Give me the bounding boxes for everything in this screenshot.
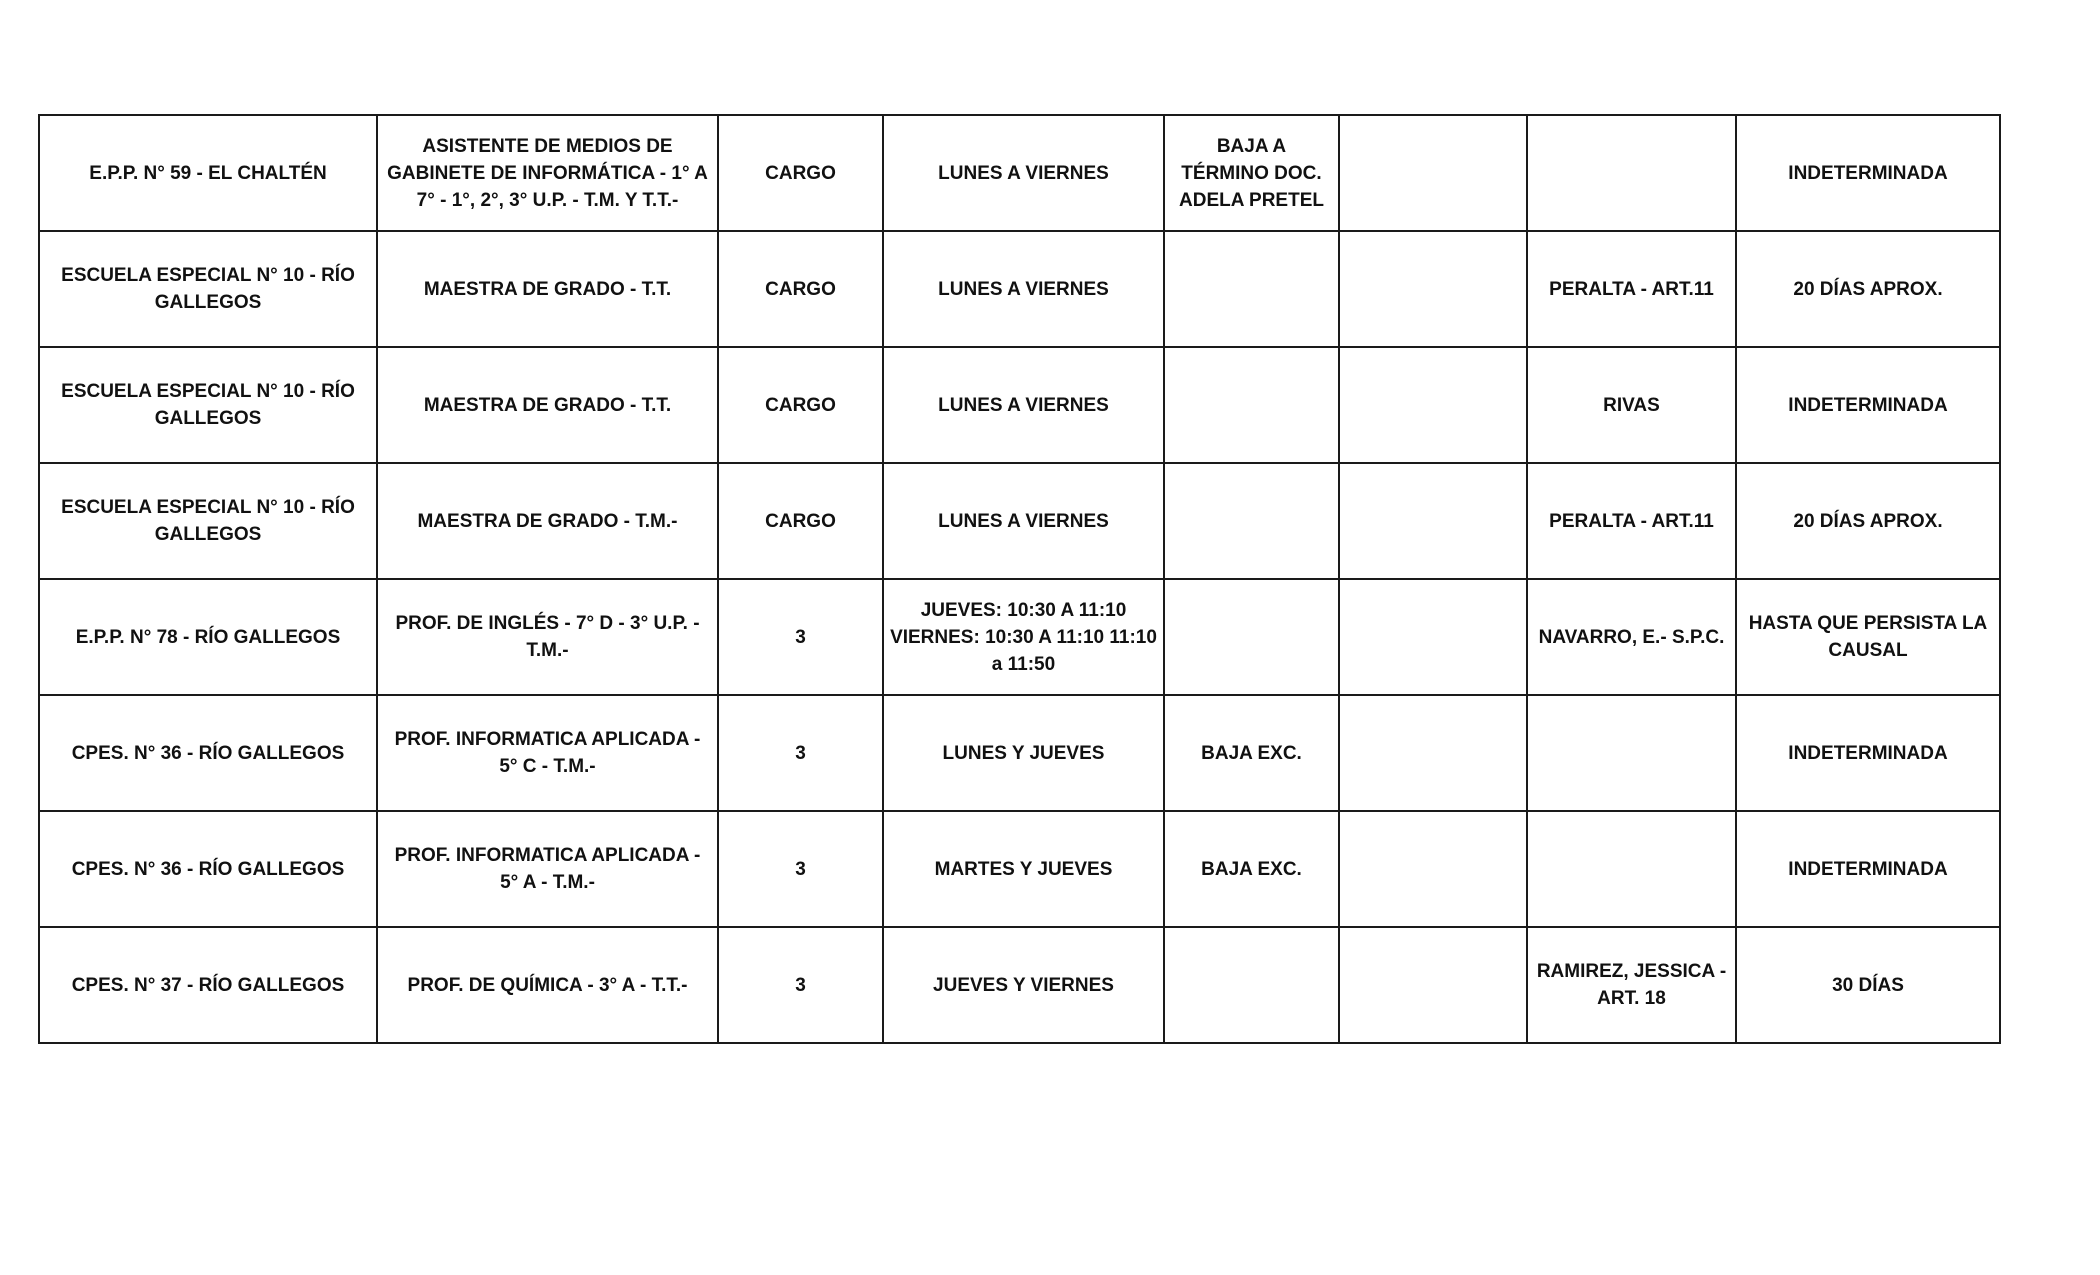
extra-cell xyxy=(1339,579,1527,695)
schedule-cell-text: JUEVES: 10:30 A 11:10 VIERNES: 10:30 A 11:10 11:10 a 11:50 xyxy=(890,599,1157,675)
hours-cell xyxy=(718,811,883,927)
schedule-cell-text: LUNES A VIERNES xyxy=(938,394,1109,416)
hours-cell-text: 3 xyxy=(795,858,806,880)
schedule-cell-text: LUNES A VIERNES xyxy=(938,162,1109,184)
position-cell xyxy=(377,463,718,579)
school-cell xyxy=(39,463,377,579)
extra-cell xyxy=(1339,347,1527,463)
table-row xyxy=(39,115,2000,231)
table-row xyxy=(39,347,2000,463)
hours-cell-text: 3 xyxy=(795,742,806,764)
school-cell xyxy=(39,231,377,347)
position-cell-text: PROF. DE QUÍMICA - 3° A - T.T.- xyxy=(407,974,688,996)
duration-cell xyxy=(1736,927,2000,1043)
replaces-cell xyxy=(1527,811,1736,927)
school-cell-text: ESCUELA ESPECIAL N° 10 - RÍO GALLEGOS xyxy=(61,497,355,545)
reason-cell xyxy=(1164,811,1339,927)
table-row xyxy=(39,463,2000,579)
school-cell-text: ESCUELA ESPECIAL N° 10 - RÍO GALLEGOS xyxy=(61,381,355,429)
reason-cell xyxy=(1164,695,1339,811)
extra-cell xyxy=(1339,231,1527,347)
extra-cell xyxy=(1339,927,1527,1043)
reason-cell-text: BAJA EXC. xyxy=(1201,742,1302,764)
duration-cell xyxy=(1736,811,2000,927)
position-cell xyxy=(377,811,718,927)
schedule-cell xyxy=(883,927,1164,1043)
school-cell xyxy=(39,695,377,811)
hours-cell xyxy=(718,695,883,811)
school-cell xyxy=(39,811,377,927)
school-cell-text: ESCUELA ESPECIAL N° 10 - RÍO GALLEGOS xyxy=(61,265,355,313)
hours-cell xyxy=(718,347,883,463)
position-cell-text: MAESTRA DE GRADO - T.M.- xyxy=(417,510,678,532)
duration-cell xyxy=(1736,695,2000,811)
duration-cell-text: 20 DÍAS APROX. xyxy=(1793,510,1943,532)
school-cell xyxy=(39,347,377,463)
schedule-cell-text: LUNES A VIERNES xyxy=(938,510,1109,532)
schedule-cell xyxy=(883,695,1164,811)
school-cell-text: CPES. N° 36 - RÍO GALLEGOS xyxy=(71,742,345,764)
duration-cell xyxy=(1736,463,2000,579)
schedule-cell xyxy=(883,579,1164,695)
position-cell-text: ASISTENTE DE MEDIOS DE GABINETE DE INFORMÁTICA - 1° A 7° - 1°, 2°, 3° U.P. - T.M. Y T.T.- xyxy=(387,135,708,211)
schedule-cell xyxy=(883,811,1164,927)
replaces-cell xyxy=(1527,115,1736,231)
duration-cell xyxy=(1736,115,2000,231)
table-body xyxy=(39,115,2000,1043)
hours-cell xyxy=(718,927,883,1043)
replaces-cell-text: RIVAS xyxy=(1603,394,1660,416)
schedule-cell xyxy=(883,115,1164,231)
table-row xyxy=(39,231,2000,347)
reason-cell-text: BAJA EXC. xyxy=(1201,858,1302,880)
duration-cell-text: INDETERMINADA xyxy=(1788,162,1948,184)
schedule-cell xyxy=(883,463,1164,579)
hours-cell xyxy=(718,115,883,231)
duration-cell-text: 20 DÍAS APROX. xyxy=(1793,278,1943,300)
replaces-cell-text: NAVARRO, E.- S.P.C. xyxy=(1538,626,1725,648)
replaces-cell-text: PERALTA - ART.11 xyxy=(1549,510,1714,532)
extra-cell xyxy=(1339,115,1527,231)
schedule-cell xyxy=(883,347,1164,463)
replaces-cell-text: PERALTA - ART.11 xyxy=(1549,278,1714,300)
extra-cell xyxy=(1339,811,1527,927)
replaces-cell xyxy=(1527,231,1736,347)
school-cell-text: E.P.P. N° 78 - RÍO GALLEGOS xyxy=(75,626,341,648)
hours-cell xyxy=(718,463,883,579)
position-cell-text: MAESTRA DE GRADO - T.T. xyxy=(423,278,672,300)
hours-cell xyxy=(718,579,883,695)
duration-cell-text: INDETERMINADA xyxy=(1788,858,1948,880)
school-cell-text: CPES. N° 36 - RÍO GALLEGOS xyxy=(71,858,345,880)
position-cell-text: PROF. DE INGLÉS - 7° D - 3° U.P. - T.M.- xyxy=(395,613,700,661)
table-row xyxy=(39,579,2000,695)
reason-cell xyxy=(1164,115,1339,231)
duration-cell xyxy=(1736,231,2000,347)
reason-cell-text: BAJA A TÉRMINO DOC. ADELA PRETEL xyxy=(1179,135,1324,211)
position-cell xyxy=(377,695,718,811)
table-row xyxy=(39,811,2000,927)
school-cell-text: E.P.P. N° 59 - EL CHALTÉN xyxy=(89,162,327,184)
duration-cell xyxy=(1736,579,2000,695)
replaces-cell-text: RAMIREZ, JESSICA - ART. 18 xyxy=(1536,961,1727,1009)
hours-cell-text: CARGO xyxy=(765,510,836,532)
school-cell xyxy=(39,115,377,231)
extra-cell xyxy=(1339,695,1527,811)
replaces-cell xyxy=(1527,695,1736,811)
reason-cell xyxy=(1164,231,1339,347)
replaces-cell xyxy=(1527,463,1736,579)
reason-cell xyxy=(1164,579,1339,695)
schedule-cell-text: JUEVES Y VIERNES xyxy=(933,974,1114,996)
replaces-cell xyxy=(1527,579,1736,695)
position-cell-text: PROF. INFORMATICA APLICADA - 5° A - T.M.- xyxy=(394,845,701,893)
reason-cell xyxy=(1164,347,1339,463)
duration-cell xyxy=(1736,347,2000,463)
hours-cell-text: CARGO xyxy=(765,394,836,416)
table-row xyxy=(39,695,2000,811)
hours-cell-text: CARGO xyxy=(765,278,836,300)
duration-cell-text: HASTA QUE PERSISTA LA CAUSAL xyxy=(1748,613,1988,661)
position-cell-text: MAESTRA DE GRADO - T.T. xyxy=(423,394,672,416)
extra-cell xyxy=(1339,463,1527,579)
reason-cell xyxy=(1164,927,1339,1043)
hours-cell xyxy=(718,231,883,347)
replaces-cell xyxy=(1527,347,1736,463)
school-cell xyxy=(39,579,377,695)
table-row xyxy=(39,927,2000,1043)
hours-cell-text: 3 xyxy=(795,974,806,996)
reason-cell xyxy=(1164,463,1339,579)
schedule-cell-text: LUNES A VIERNES xyxy=(938,278,1109,300)
schedule-cell-text: MARTES Y JUEVES xyxy=(934,858,1113,880)
school-cell-text: CPES. N° 37 - RÍO GALLEGOS xyxy=(71,974,345,996)
position-cell xyxy=(377,347,718,463)
duration-cell-text: 30 DÍAS xyxy=(1832,974,1904,996)
position-cell xyxy=(377,579,718,695)
position-cell xyxy=(377,115,718,231)
schedule-cell-text: LUNES Y JUEVES xyxy=(942,742,1105,764)
hours-cell-text: 3 xyxy=(795,626,806,648)
school-cell xyxy=(39,927,377,1043)
position-cell-text: PROF. INFORMATICA APLICADA - 5° C - T.M.- xyxy=(394,729,701,777)
position-cell xyxy=(377,231,718,347)
replaces-cell xyxy=(1527,927,1736,1043)
hours-cell-text: CARGO xyxy=(765,162,836,184)
duration-cell-text: INDETERMINADA xyxy=(1788,742,1948,764)
position-cell xyxy=(377,927,718,1043)
duration-cell-text: INDETERMINADA xyxy=(1788,394,1948,416)
schedule-cell xyxy=(883,231,1164,347)
vacancies-table xyxy=(38,114,2001,1044)
